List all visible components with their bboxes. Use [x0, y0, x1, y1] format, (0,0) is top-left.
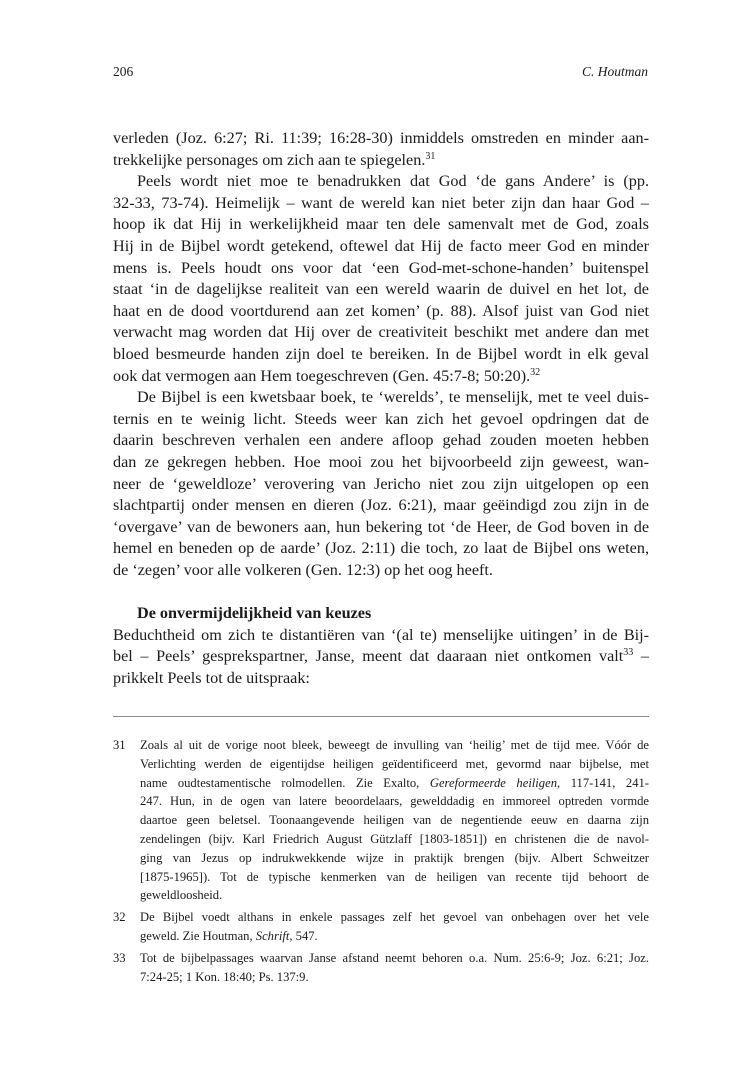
page-number: 206 — [113, 64, 134, 79]
text-line: hoop ik dat Hij in werkelijkheid maar ten dele samenvalt met de God, zoals — [113, 215, 649, 234]
cited-title: Gereformeerde heiligen — [429, 775, 557, 790]
cited-title: Schrift — [255, 928, 290, 943]
text-line: ‘overgave’ van de bewoners aan, hun bekering tot ‘de Heer, de God boven in de — [113, 517, 649, 536]
running-author: C. Houtman — [581, 64, 648, 79]
text-line: daarin beschreven verhalen een andere afloop gehad zouden moeten hebben — [113, 431, 649, 450]
text-line: ook dat vermogen aan Hem toegeschreven (Gen. 45:7-8; 50:20).$^{32}$ — [113, 366, 541, 385]
footnote-line: [1875-1965]). Tot de typische kenmerken van de heiligen van recente tijd behoort de — [140, 869, 649, 884]
footnote-number: 33 — [113, 950, 126, 965]
text-line: mens is. Peels houdt ons voor dat ‘een God-met-schone-handen’ buitenspel — [113, 258, 649, 277]
footnote-ref-33[interactable]: 33 — [623, 647, 634, 659]
text-line: Hij in de Bijbel wordt getekend, oftewel dat Hij de facto meer God en minder — [113, 236, 649, 255]
text-line: hemel en beneden op de aarde’ (Joz. 2:11) die toch, zo laat de Bijbel ons weten, — [113, 539, 649, 558]
text-line: ternis en te weinig licht. Steeds weer kan zich het gevoel opdringen dat de — [113, 409, 649, 428]
footnote-line: geweldloosheid. — [140, 888, 223, 903]
footnote-line: geweld. Zie Houtman, Schrift, 547. — [140, 928, 318, 943]
footnote-line: name oudtestamentische rolmodellen. Zie Exalto, Gereformeerde heiligen, 117-141, 241- — [140, 775, 649, 790]
text-line: prikkelt Peels tot de uitspraak: — [113, 668, 310, 687]
footnote-33 — [113, 949, 649, 987]
main-text — [113, 128, 649, 689]
text-line: de ‘zegen’ voor alle volkeren (Gen. 12:3) op het oog heeft. — [113, 560, 493, 579]
footnote-divider — [113, 716, 649, 717]
footnote-line: 7:24-25; 1 Kon. 18:40; Ps. 137:9. — [140, 969, 309, 984]
footnotes — [113, 736, 649, 989]
text-line: De Bijbel is een kwetsbaar boek, te ‘werelds’, te menselijk, met te veel duis- — [137, 388, 649, 407]
footnote-line: ging van Jezus op indrukwekkende wijze in praktijk brengen (bijv. Albert Schweitzer — [140, 850, 649, 865]
text-line: bel – Peels’ gesprekspartner, Janse, meent dat daaraan niet ontkomen valt$^{33}$ – — [113, 647, 649, 666]
text-line: verleden (Joz. 6:27; Ri. 11:39; 16:28-30) inmiddels omstreden en minder aan- — [113, 129, 649, 147]
text-line: verwacht mag worden dat Hij over de creativiteit beschikt met andere dan met — [113, 323, 649, 342]
footnote-ref-32[interactable]: 32 — [530, 366, 541, 378]
footnote-number: 32 — [113, 910, 126, 925]
footnote-line: Verlichting werden de eigentijdse heiligen geïdentificeerd met, gevormd naar bijbelse, met — [140, 756, 649, 771]
text-line: bloed besmeurde handen zijn doel te bereiken. In de Bijbel wordt in elk geval — [113, 344, 649, 363]
running-header — [113, 64, 648, 80]
footnote-line: 247. Hun, in de ogen van latere beoordelaars, gewelddadig en immoreel optreden vormde — [140, 794, 649, 809]
footnote-line: daartoe geen beletsel. Toonaangevende heiligen van de negentiende eeuw en daarna zijn — [140, 813, 649, 828]
text-line: neer de ‘geweldloze’ verovering van Jericho niet zou zijn uitgelopen op een — [113, 474, 649, 493]
text-line: trekkelijke personages om zich aan te spiegelen.$^{31}$ — [113, 150, 436, 169]
footnote-31 — [113, 736, 649, 905]
text-line: 32-33, 73-74). Heimelijk – want de wereld kan niet beter zijn dan haar God – — [113, 193, 649, 212]
text-line: Peels wordt niet moe te benadrukken dat God ‘de gans Andere’ is (pp. — [137, 172, 649, 191]
footnote-line: Zoals al uit de vorige noot bleek, beweegt de invulling van ‘heilig’ met de tijd mee. Vóór de — [140, 738, 649, 752]
text-line: staat ‘in de dagelijkse realiteit van een wereld waarin de duivel en het lot, de — [113, 280, 649, 299]
footnote-ref-31[interactable]: 31 — [425, 150, 436, 162]
text-line: Beduchtheid om zich te distantiëren van ‘(al te) menselijke uitingen’ in de Bij- — [113, 625, 649, 644]
footnote-number: 31 — [113, 738, 126, 752]
footnote-32 — [113, 908, 649, 946]
footnote-line: zendelingen (bijv. Karl Friedrich August Gützlaff [1803-1851]) en christenen die de navol- — [140, 831, 649, 846]
text-line: haat en de dood voortdurend aan zet komen’ (p. 88). Alsof juist van God niet — [113, 301, 649, 320]
section-heading: De onvermijdelijkheid van keuzes — [137, 604, 372, 623]
text-line: dan ze gekregen hebben. Hoe mooi zou het bijvoorbeeld zijn geweest, wan- — [113, 452, 649, 471]
text-line: slachtpartij onder mensen en dieren (Joz. 6:21), maar geëindigd zou zijn in de — [113, 496, 649, 515]
footnote-line: Tot de bijbelpassages waarvan Janse afstand neemt behoren o.a. Num. 25:6-9; Joz. 6:21; Joz. — [140, 950, 649, 965]
footnote-line: De Bijbel voedt althans in enkele passages zelf het gevoel van onbehagen over het vele — [140, 910, 649, 925]
